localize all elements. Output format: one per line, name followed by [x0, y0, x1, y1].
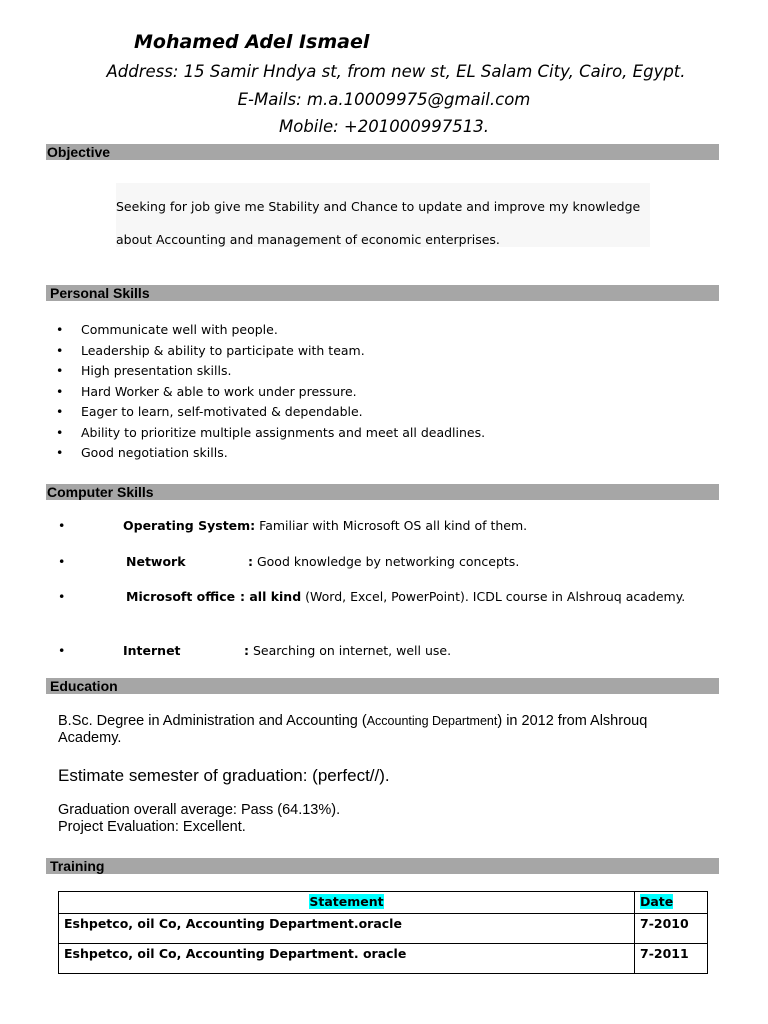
training-table [58, 891, 708, 974]
objective-text-line-2: about Accounting and management of economic enterprises. [116, 232, 500, 247]
degree-text-end: ) in 2012 from Alshrouq [497, 713, 648, 729]
skill-text: Communicate well with people. [81, 322, 278, 337]
list-item [56, 402, 485, 423]
skill-text: Good negotiation skills. [81, 445, 228, 460]
computer-skill-item [58, 643, 718, 661]
degree-text-line2: Academy. [58, 729, 122, 746]
section-title: Computer Skills [47, 484, 154, 500]
computer-skill-item [58, 518, 718, 536]
bullet-icon: • [58, 643, 66, 658]
skill-value: Familiar with Microsoft OS all kind of them. [255, 518, 528, 533]
mobile-line: Mobile: +201000997513. [279, 117, 489, 136]
training-date: 7-2011 [635, 944, 708, 974]
section-header-computer-skills [46, 484, 719, 500]
skill-key: Microsoft office [126, 589, 236, 604]
skill-text: Eager to learn, self-motivated & dependable. [81, 404, 363, 419]
graduation-estimate: Estimate semester of graduation: (perfect//). [58, 766, 390, 785]
graduation-average: Graduation overall average: Pass (64.13%). [58, 802, 341, 818]
skill-bold-value: all kind [245, 589, 302, 604]
skill-value: (Word, Excel, PowerPoint). ICDL course in Alshrouq academy. [301, 589, 686, 604]
address-line: Address: 15 Samir Hndya st, from new st, EL Salam City, Cairo, Egypt. [106, 62, 686, 81]
skill-separator: : [244, 643, 249, 658]
section-header-training [46, 858, 719, 874]
email-line: E-Mails: m.a.10009975@gmail.com [237, 90, 531, 109]
objective-text-line-1: Seeking for job give me Stability and Chance to update and improve my knowledge [116, 199, 641, 214]
bullet-icon: • [56, 404, 64, 419]
section-title: Objective [47, 144, 111, 160]
section-header-personal-skills [46, 285, 719, 301]
skill-text: Leadership & ability to participate with team. [81, 342, 365, 358]
bullet-icon: • [56, 322, 64, 337]
training-statement: Eshpetco, oil Co, Accounting Department.oracle [59, 914, 635, 944]
bullet-icon: • [56, 445, 64, 460]
column-header-statement [59, 892, 635, 914]
skill-separator: : [240, 589, 245, 604]
list-item [56, 382, 485, 403]
candidate-name: Mohamed Adel Ismael [134, 31, 370, 53]
education-degree [58, 713, 718, 746]
bullet-icon: • [58, 554, 66, 569]
list-item [56, 341, 485, 362]
section-title: Training [50, 858, 105, 874]
bullet-icon: • [56, 424, 64, 440]
section-header-education [46, 678, 719, 694]
bullet-icon: • [56, 383, 64, 399]
section-header-objective [46, 144, 719, 160]
list-item [56, 320, 485, 341]
list-item [56, 423, 485, 444]
section-title: Personal Skills [50, 285, 150, 301]
computer-skill-item [58, 554, 718, 572]
skill-text: Ability to prioritize multiple assignments and meet all deadlines. [81, 424, 486, 440]
skill-value: Good knowledge by networking concepts. [253, 554, 520, 569]
skill-key: Network [126, 554, 186, 569]
skill-key: Operating System: [123, 518, 256, 533]
table-header-row [59, 892, 708, 914]
training-statement: Eshpetco, oil Co, Accounting Department. oracle [59, 944, 635, 974]
column-header-date [635, 892, 708, 914]
section-title: Education [50, 678, 118, 694]
skill-text: High presentation skills. [81, 363, 232, 378]
bullet-icon: • [56, 342, 64, 358]
table-row [59, 914, 708, 944]
bullet-icon: • [56, 363, 64, 378]
degree-text: B.Sc. Degree in Administration and Accounting ( [58, 713, 367, 729]
bullet-icon: • [58, 589, 66, 604]
skill-text: Hard Worker & able to work under pressure. [81, 383, 357, 399]
skill-key: Internet [123, 643, 181, 658]
project-evaluation: Project Evaluation: Excellent. [58, 819, 246, 835]
header-label: Statement [309, 894, 384, 909]
header-label: Date [640, 894, 674, 909]
skill-value: Searching on internet, well use. [249, 643, 452, 658]
list-item [56, 361, 485, 382]
list-item [56, 443, 485, 464]
computer-skill-item [58, 589, 718, 607]
training-date: 7-2010 [635, 914, 708, 944]
table-row [59, 944, 708, 974]
skill-separator: : [248, 554, 253, 569]
degree-department: Accounting Department [366, 714, 498, 728]
personal-skills-list [56, 320, 485, 464]
bullet-icon: • [58, 518, 66, 533]
objective-box [116, 183, 650, 247]
